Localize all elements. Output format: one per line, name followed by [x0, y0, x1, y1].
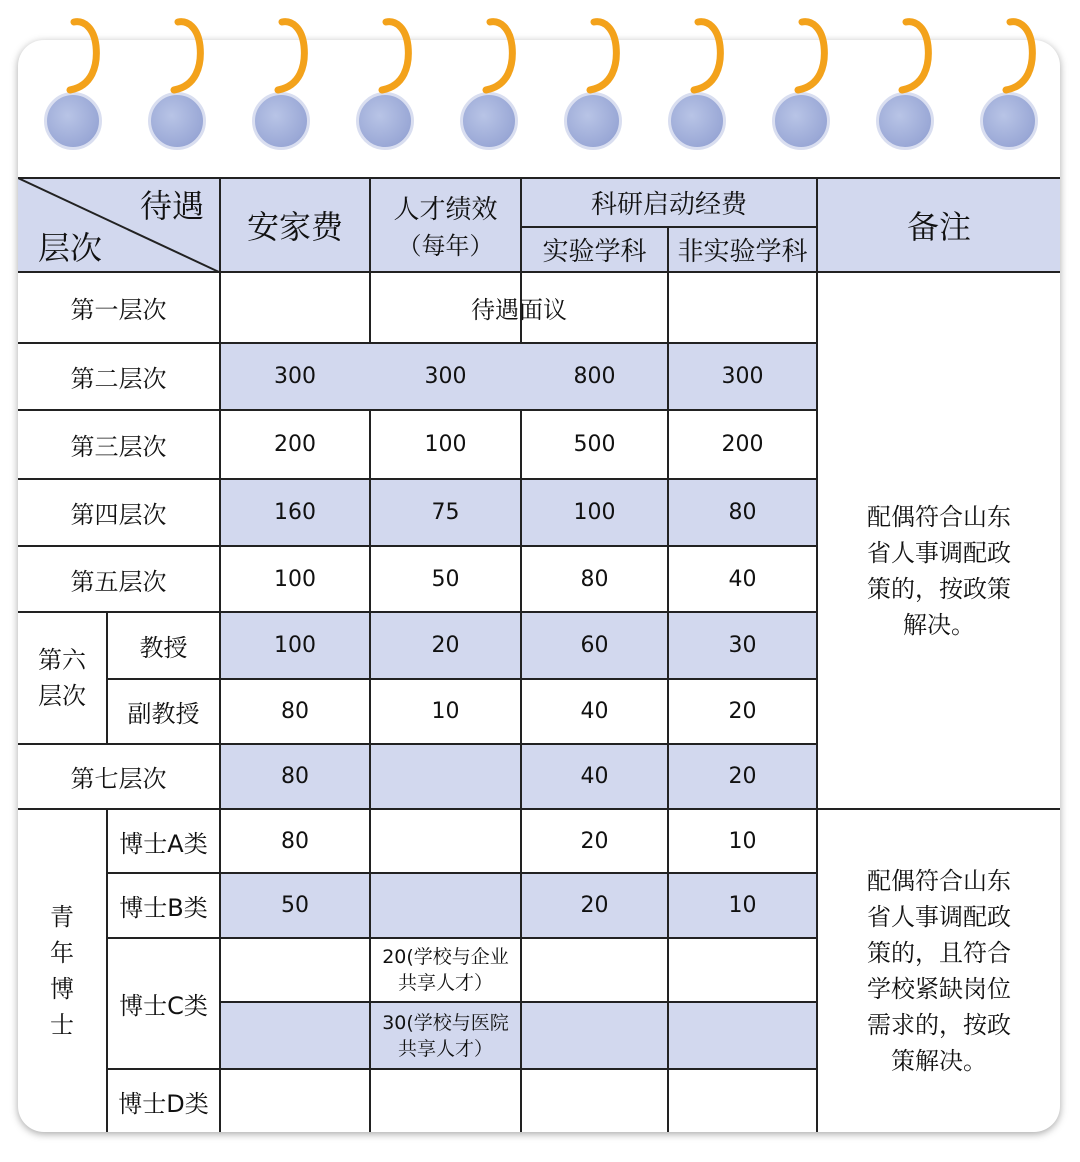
young-group-char: 博 — [50, 975, 74, 1003]
row-label-7: 第七层次 — [70, 765, 167, 793]
note2-line: 策的，且符合 — [867, 939, 1011, 967]
r4-nonexp: 80 — [728, 500, 757, 525]
r2-settle: 300 — [274, 364, 316, 389]
header-remark: 备注 — [906, 208, 971, 246]
row-label-1: 第一层次 — [70, 296, 167, 324]
row-label-doctor-c: 博士C类 — [119, 992, 208, 1020]
binder-ring — [894, 16, 934, 94]
r2-perf: 300 — [424, 364, 467, 389]
note1-line: 省人事调配政 — [867, 538, 1011, 567]
binder-ring — [166, 16, 206, 94]
r6b-perf: 10 — [431, 699, 460, 724]
header-diag-bottom: 层次 — [37, 229, 102, 267]
header-diag-top: 待遇 — [139, 187, 204, 225]
header-perf-line2: （每年） — [397, 232, 494, 260]
r5-exp: 80 — [580, 566, 609, 592]
header-perf — [371, 179, 520, 271]
header-nonexp: 非实验学科 — [677, 237, 808, 267]
r2-exp: 800 — [573, 364, 616, 389]
note2-line: 省人事调配政 — [867, 903, 1011, 931]
remark-note-1 — [818, 273, 1060, 808]
da-nonexp: 10 — [728, 828, 757, 854]
row-label-doctor-b: 博士B类 — [119, 894, 208, 922]
r5-perf: 50 — [431, 566, 460, 592]
dc-perf-2-line2: 共享人才） — [397, 1037, 493, 1060]
db-settle: 50 — [281, 893, 309, 918]
row-group-6-line2: 层次 — [38, 682, 86, 710]
r2-nonexp: 300 — [721, 364, 764, 389]
binder-hole — [356, 92, 414, 150]
row-label-4: 第四层次 — [70, 501, 167, 529]
row-group-6 — [18, 613, 106, 743]
row-label-doctor-a: 博士A类 — [119, 829, 208, 858]
note2-line: 学校紧缺岗位 — [867, 975, 1011, 1003]
young-doctor-group — [18, 810, 106, 1132]
binder-hole — [876, 92, 934, 150]
dc-perf-1 — [371, 939, 520, 1001]
r4-perf: 75 — [431, 500, 460, 525]
header-settle: 安家费 — [246, 208, 343, 246]
r6a-nonexp: 30 — [728, 633, 757, 658]
r3-perf: 100 — [424, 432, 467, 457]
binder-hole — [668, 92, 726, 150]
da-exp: 20 — [580, 828, 609, 854]
row-label-3: 第三层次 — [70, 433, 167, 461]
row-label-5: 第五层次 — [70, 567, 167, 596]
db-nonexp: 10 — [728, 893, 757, 918]
header-exp: 实验学科 — [542, 237, 647, 267]
note2-line: 策解决。 — [891, 1047, 987, 1075]
r6b-exp: 40 — [580, 699, 609, 724]
header-perf-line1: 人才绩效 — [393, 195, 498, 225]
r3-nonexp: 200 — [721, 432, 764, 457]
binder-ring — [270, 16, 310, 94]
row-label-2: 第二层次 — [70, 365, 167, 393]
young-group-char: 士 — [50, 1011, 74, 1039]
binder-hole — [252, 92, 310, 150]
binder-hole — [564, 92, 622, 150]
r5-nonexp: 40 — [728, 566, 757, 592]
binder-hole — [44, 92, 102, 150]
young-group-char: 青 — [50, 903, 74, 931]
r7-settle: 80 — [281, 764, 309, 789]
binder-hole — [460, 92, 518, 150]
binder-hole — [148, 92, 206, 150]
binder-ring — [998, 16, 1038, 94]
da-settle: 80 — [281, 828, 309, 854]
notebook-card — [18, 40, 1060, 1132]
r6b-nonexp: 20 — [728, 699, 757, 724]
r4-settle: 160 — [274, 500, 316, 525]
r6a-exp: 60 — [580, 633, 609, 658]
note1-line: 策的，按政策 — [867, 574, 1011, 603]
dc-perf-1-line1: 20(学校与企业 — [382, 946, 509, 968]
r6a-settle: 100 — [274, 633, 316, 658]
row-group-6-line1: 第六 — [38, 646, 86, 674]
binder-ring — [790, 16, 830, 94]
db-exp: 20 — [580, 893, 609, 918]
remark-note-2 — [818, 810, 1060, 1132]
r6a-perf: 20 — [431, 633, 460, 658]
binder-ring — [582, 16, 622, 94]
binder-ring — [374, 16, 414, 94]
dc-perf-2-line1: 30(学校与医院 — [382, 1011, 509, 1034]
row-label-doctor-d: 博士D类 — [118, 1089, 209, 1118]
note1-line: 解决。 — [903, 610, 975, 639]
binder-ring — [62, 16, 102, 94]
r3-exp: 500 — [573, 432, 616, 457]
binder-hole — [772, 92, 830, 150]
r4-exp: 100 — [573, 500, 616, 525]
r7-nonexp: 20 — [728, 764, 757, 789]
dc-perf-2 — [371, 1003, 520, 1068]
row1-merged: 待遇面议 — [471, 296, 567, 324]
binder-ring — [478, 16, 518, 94]
young-group-char: 年 — [50, 939, 74, 967]
binder-hole — [980, 92, 1038, 150]
r5-settle: 100 — [274, 566, 316, 592]
binder-ring — [686, 16, 726, 94]
note1-line: 配偶符合山东 — [867, 502, 1011, 531]
r6b-settle: 80 — [281, 699, 309, 724]
note2-line: 配偶符合山东 — [867, 867, 1011, 895]
header-research: 科研启动经费 — [590, 190, 747, 220]
r7-exp: 40 — [580, 764, 609, 789]
row-label-6a: 教授 — [139, 634, 188, 662]
r3-settle: 200 — [274, 432, 316, 457]
row-label-6b: 副教授 — [127, 700, 200, 728]
dc-perf-1-line2: 共享人才） — [397, 972, 493, 994]
note2-line: 需求的，按政 — [867, 1011, 1011, 1039]
